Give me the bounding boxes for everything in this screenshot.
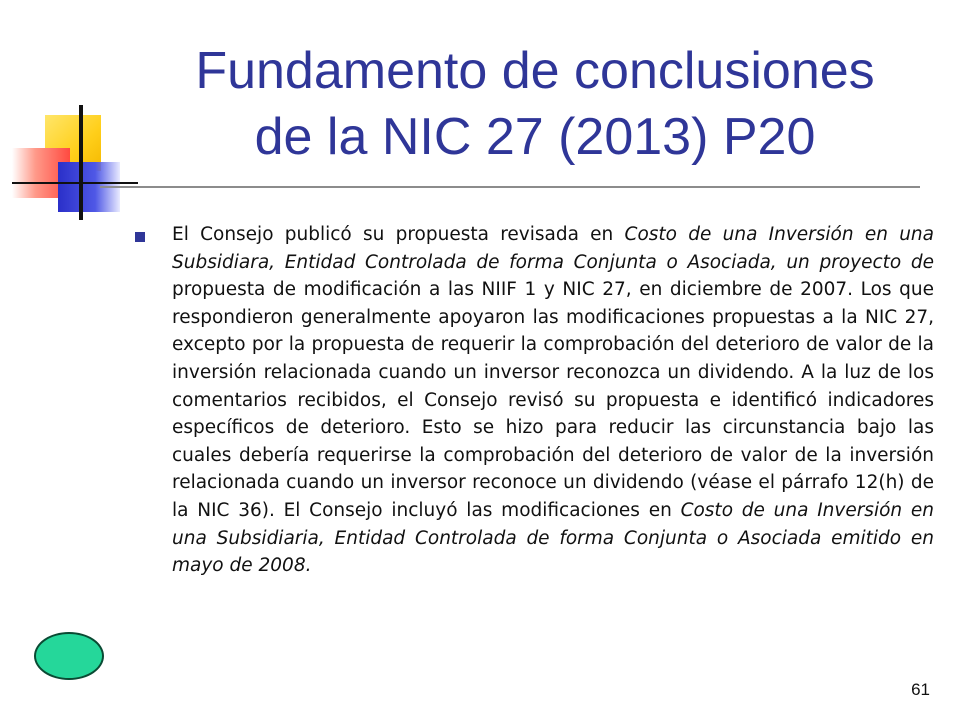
slide-title-line1: Fundamento de conclusiones	[195, 42, 875, 100]
body-italic-segment: Costo de una Inversión en una Subsidiaria, Entidad Controlada de forma Conjunta o Asociada emitido en mayo de 2008.	[172, 499, 934, 577]
body-text-segment: propuesta de modificación a las NIIF 1 y NIC 27, en diciembre de 2007. Los que respondieron generalmente apoyaron las modificaciones propuestas a la NIC 27, excepto por la propuesta de requerir la comprobación del deterioro de valor de la inversión relacionada cuando un inversor reconozca un dividendo. A la luz de los comentarios recibidos, el Consejo revisó su propuesta e identificó indicadores específicos de deterioro. Esto se hizo para reducir las circunstancia bajo las cuales debería requerirse la comprobación del deterioro de valor de la inversión relacionada cuando un inversor reconoce un dividendo (véase el párrafo 12(h) de la NIC 36). El Consejo incluyó las modificaciones en	[172, 279, 934, 521]
square-bullet-icon	[135, 232, 145, 242]
logo-vertical-line	[79, 105, 83, 220]
body-italic-segment: Costo de una Inversión en una Subsidiara, Entidad Controlada de forma Conjunta o Asociada, un proyecto de	[172, 224, 934, 273]
page-number: 61	[911, 680, 930, 699]
color-squares-logo	[0, 90, 140, 220]
logo-horizontal-line	[12, 182, 138, 184]
title-divider	[100, 186, 920, 188]
slide-title	[150, 38, 920, 170]
body-text-segment: El Consejo publicó su propuesta revisada en	[172, 224, 625, 245]
body-paragraph	[172, 221, 934, 580]
green-oval-shape	[34, 632, 104, 680]
slide-title-line2: de la NIC 27 (2013) P20	[254, 108, 816, 166]
